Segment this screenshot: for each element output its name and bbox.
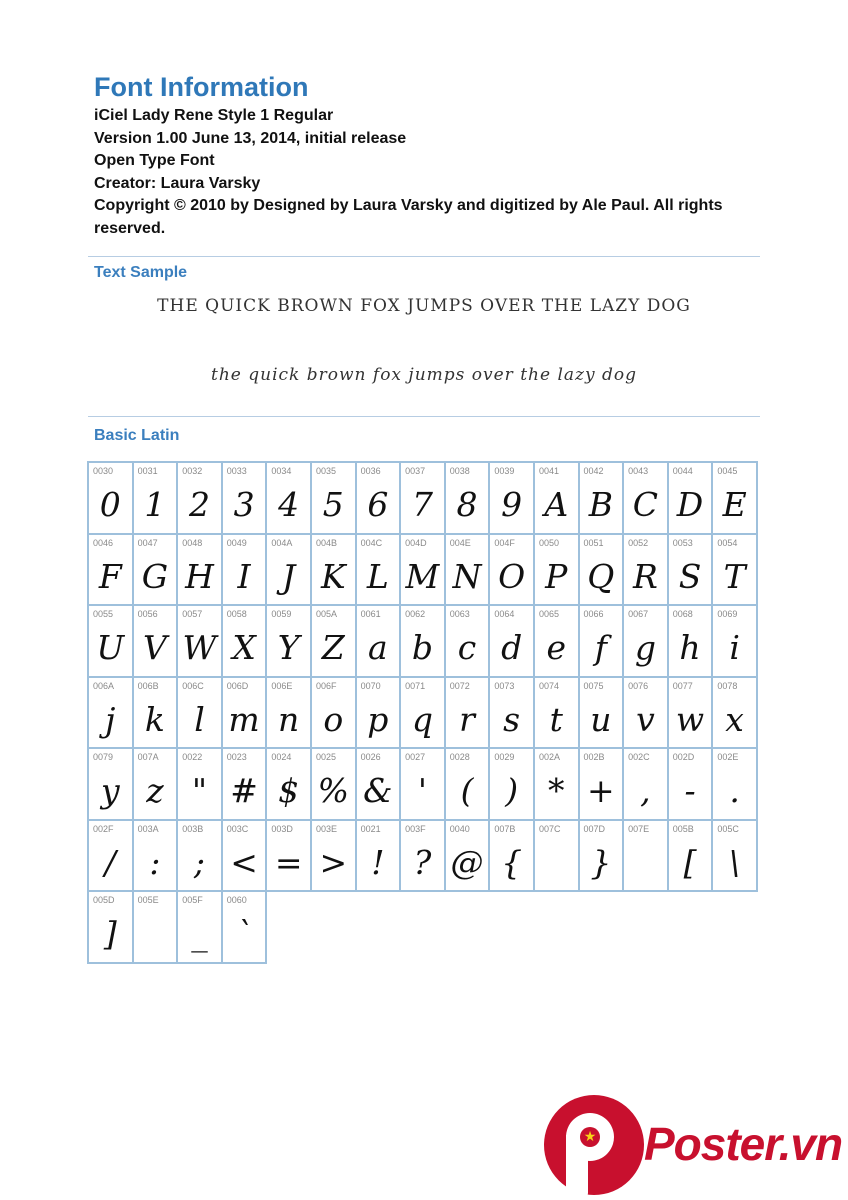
- glyph-code: 0048: [182, 537, 203, 548]
- glyph-char: (: [460, 771, 474, 811]
- glyph-char: D: [676, 485, 704, 525]
- glyph-code: 0043: [628, 466, 649, 476]
- glyph-cell: [356, 462, 401, 534]
- glyph-cell: [133, 605, 178, 677]
- glyph-char: o: [323, 699, 344, 739]
- glyph-code: 003F: [405, 823, 426, 834]
- glyph-code: 0075: [583, 680, 604, 691]
- glyph-code: 0028: [449, 752, 470, 762]
- glyph-char: {: [501, 842, 523, 882]
- glyph-cell: [445, 462, 490, 534]
- glyph-char: G: [141, 556, 169, 596]
- glyph-char: p: [367, 699, 389, 739]
- font-name: iCiel Lady Rene Style 1 Regular: [94, 107, 334, 124]
- font-info: [94, 105, 784, 240]
- glyph-cell: [266, 462, 311, 534]
- glyph-cell: [712, 748, 757, 820]
- glyph-char: Z: [321, 628, 345, 668]
- glyph-cell: [623, 534, 668, 606]
- glyph-cell: [712, 462, 757, 534]
- glyph-char: 9: [501, 485, 523, 525]
- glyph-code: 004B: [315, 537, 337, 548]
- glyph-code: 007A: [137, 752, 159, 762]
- glyph-char: S: [678, 556, 702, 596]
- glyph-char: z: [146, 771, 164, 811]
- glyph-cell: [623, 820, 668, 892]
- glyph-char: R: [632, 556, 658, 596]
- poster-logo: [544, 1095, 844, 1200]
- glyph-char: q: [411, 699, 434, 739]
- glyph-cell: [266, 820, 311, 892]
- glyph-code: 0039: [494, 466, 515, 476]
- divider: [88, 256, 760, 257]
- glyph-code: 0051: [583, 537, 604, 548]
- glyph-char: O: [498, 556, 526, 596]
- font-copyright: Copyright © 2010 by Designed by Laura Varsky and digitized by Ale Paul. All rights reserved.: [94, 197, 723, 237]
- glyph-cell: [266, 748, 311, 820]
- glyph-code: 006E: [271, 680, 293, 691]
- glyph-code: 003B: [182, 823, 204, 834]
- glyph-char: .: [729, 771, 740, 811]
- glyph-char: \: [729, 842, 741, 882]
- glyph-cell: [133, 462, 178, 534]
- glyph-char: s: [503, 699, 521, 739]
- glyph-cell: [88, 605, 133, 677]
- glyph-cell: [88, 677, 133, 749]
- glyph-cell: [489, 677, 534, 749]
- glyph-char: h: [679, 628, 701, 668]
- glyph-cell: [356, 677, 401, 749]
- basic-latin-heading: Basic Latin: [94, 427, 180, 444]
- glyph-char: ,: [640, 771, 651, 811]
- glyph-char: W: [182, 628, 217, 668]
- page-title: Font Information: [94, 72, 309, 102]
- glyph-char: m: [228, 699, 260, 739]
- glyph-char: [535, 841, 578, 885]
- glyph-cell: [623, 462, 668, 534]
- glyph-char: K: [320, 556, 346, 596]
- text-sample-uppercase: THE QUICK BROWN FOX JUMPS OVER THE LAZY DOG: [157, 296, 691, 316]
- glyph-char: i: [729, 628, 740, 668]
- glyph-code: 002F: [93, 823, 114, 834]
- glyph-cell: [266, 677, 311, 749]
- glyph-code: 0033: [226, 466, 247, 476]
- glyph-code: 004F: [494, 537, 515, 548]
- glyph-cell: [534, 820, 579, 892]
- glyph-cell: [88, 462, 133, 534]
- glyph-cell: [400, 677, 445, 749]
- glyph-cell: [177, 677, 222, 749]
- glyph-code: 0054: [717, 537, 738, 548]
- glyph-char: 1: [144, 485, 166, 525]
- glyph-code: 0057: [182, 609, 203, 619]
- glyph-code: 0035: [315, 466, 336, 476]
- glyph-code: 002E: [717, 752, 739, 762]
- glyph-cell: [445, 677, 490, 749]
- glyph-cell: [534, 677, 579, 749]
- glyph-code: 0029: [494, 752, 515, 762]
- glyph-char: +: [587, 771, 615, 811]
- glyph-cell: [311, 605, 356, 677]
- glyph-char: <: [230, 842, 258, 882]
- glyph-code: 006B: [137, 680, 159, 691]
- glyph-char: ;: [193, 842, 206, 882]
- glyph-code: 0073: [494, 680, 515, 691]
- glyph-code: 0065: [538, 609, 559, 619]
- glyph-cell: [712, 534, 757, 606]
- glyph-char: 0: [99, 485, 121, 525]
- glyph-cell: [712, 605, 757, 677]
- glyph-char: B: [588, 485, 613, 525]
- glyph-cell: [133, 534, 178, 606]
- glyph-cell: [489, 748, 534, 820]
- font-version: Version 1.00 June 13, 2014, initial release: [94, 129, 407, 147]
- glyph-code: 0045: [717, 466, 738, 476]
- glyph-char: 6: [367, 485, 389, 525]
- glyph-char: >: [319, 842, 348, 882]
- glyph-code: 0034: [271, 466, 292, 476]
- glyph-cell: [133, 677, 178, 749]
- glyph-cell: [177, 891, 222, 963]
- glyph-cell: [668, 605, 713, 677]
- glyph-cell: [400, 748, 445, 820]
- glyph-char: *: [547, 771, 565, 811]
- glyph-char: b: [411, 628, 434, 668]
- glyph-cell: [534, 605, 579, 677]
- glyph-code: 0046: [93, 537, 114, 548]
- glyph-char: y: [100, 771, 120, 811]
- glyph-char: ): [505, 771, 519, 811]
- glyph-code: 0061: [360, 609, 381, 619]
- glyph-cell: [311, 820, 356, 892]
- glyph-cell: [177, 820, 222, 892]
- glyph-cell: [88, 891, 133, 963]
- glyph-char: d: [501, 628, 523, 668]
- glyph-code: 0036: [360, 466, 381, 476]
- glyph-code: 0052: [628, 537, 649, 548]
- glyph-code: 0068: [672, 609, 693, 619]
- glyph-cell: [222, 891, 267, 963]
- glyph-cell: [623, 677, 668, 749]
- glyph-char: =: [274, 842, 303, 882]
- glyph-code: 0031: [137, 466, 158, 476]
- glyph-char: w: [675, 699, 705, 739]
- glyph-code: 003A: [137, 823, 159, 834]
- glyph-cell: [222, 605, 267, 677]
- glyph-code: 0038: [449, 466, 470, 476]
- glyph-cell: [133, 891, 178, 963]
- glyph-char: %: [317, 771, 349, 811]
- glyph-grid: [88, 462, 757, 963]
- glyph-cell: [668, 462, 713, 534]
- glyph-code: 0047: [137, 537, 158, 548]
- glyph-cell: [445, 534, 490, 606]
- glyph-char: $: [278, 771, 300, 811]
- glyph-char: ': [417, 771, 427, 811]
- glyph-char: g: [634, 628, 656, 668]
- glyph-cell: [222, 534, 267, 606]
- divider: [88, 416, 760, 417]
- glyph-char: }: [590, 842, 612, 882]
- glyph-char: 4: [278, 485, 300, 525]
- glyph-cell: [133, 748, 178, 820]
- glyph-char: M: [405, 556, 440, 596]
- glyph-char: H: [185, 556, 214, 596]
- glyph-code: 004E: [449, 537, 471, 548]
- glyph-code: 0063: [449, 609, 470, 619]
- glyph-char: 8: [456, 485, 478, 525]
- glyph-code: 004C: [360, 537, 383, 548]
- glyph-cell: [266, 605, 311, 677]
- glyph-char: l: [194, 699, 205, 739]
- glyph-code: 0025: [315, 752, 336, 762]
- glyph-char: Y: [277, 628, 300, 668]
- glyph-cell: [579, 820, 624, 892]
- glyph-cell: [177, 462, 222, 534]
- glyph-cell: [489, 462, 534, 534]
- glyph-code: 002D: [672, 752, 695, 762]
- glyph-code: 0055: [93, 609, 114, 619]
- glyph-cell: [356, 748, 401, 820]
- glyph-code: 0023: [226, 752, 247, 762]
- glyph-char: e: [546, 628, 566, 668]
- glyph-cell: [177, 534, 222, 606]
- glyph-code: 003E: [315, 823, 337, 834]
- glyph-char: k: [144, 699, 165, 739]
- glyph-code: 006A: [93, 680, 115, 691]
- glyph-code: 0059: [271, 609, 292, 619]
- glyph-code: 0070: [360, 680, 381, 691]
- glyph-cell: [534, 462, 579, 534]
- font-creator: Creator: Laura Varsky: [94, 174, 261, 192]
- glyph-char: /: [104, 842, 116, 882]
- glyph-cell: [712, 677, 757, 749]
- glyph-code: 005A: [315, 609, 337, 619]
- glyph-code: 003D: [271, 823, 293, 834]
- glyph-cell: [311, 748, 356, 820]
- glyph-cell: [400, 820, 445, 892]
- glyph-cell: [88, 748, 133, 820]
- glyph-code: 0074: [538, 680, 559, 691]
- glyph-code: 006D: [226, 680, 249, 691]
- glyph-char: ?: [413, 842, 432, 882]
- glyph-char: r: [459, 699, 475, 739]
- text-sample-heading: Text Sample: [94, 264, 188, 281]
- glyph-char: @: [450, 842, 484, 882]
- glyph-cell: [400, 534, 445, 606]
- glyph-char: !: [371, 842, 385, 882]
- glyph-char: [134, 912, 177, 956]
- glyph-cell: [668, 748, 713, 820]
- glyph-code: 0037: [405, 466, 426, 476]
- glyph-cell: [356, 534, 401, 606]
- glyph-char: E: [722, 485, 747, 525]
- glyph-code: 002B: [583, 752, 605, 762]
- glyph-char: J: [282, 556, 296, 596]
- glyph-char: _: [191, 914, 208, 954]
- glyph-cell: [400, 605, 445, 677]
- glyph-cell: [88, 820, 133, 892]
- glyph-code: 0076: [628, 680, 649, 691]
- glyph-char: n: [278, 699, 300, 739]
- glyph-cell: [177, 605, 222, 677]
- glyph-cell: [668, 677, 713, 749]
- glyph-cell: [133, 820, 178, 892]
- glyph-cell: [445, 605, 490, 677]
- glyph-code: 0026: [360, 752, 381, 762]
- glyph-char: a: [368, 628, 388, 668]
- glyph-cell: [177, 748, 222, 820]
- glyph-code: 007D: [583, 823, 606, 834]
- glyph-code: 0066: [583, 609, 604, 619]
- glyph-cell: [445, 820, 490, 892]
- glyph-code: 004D: [405, 537, 427, 548]
- glyph-code: 007B: [494, 823, 516, 834]
- glyph-code: 0071: [405, 680, 426, 691]
- glyph-cell: [579, 748, 624, 820]
- glyph-cell: [400, 462, 445, 534]
- glyph-code: 0077: [672, 680, 693, 691]
- glyph-char: `: [235, 914, 253, 954]
- glyph-code: 006F: [315, 680, 337, 691]
- glyph-cell: [489, 820, 534, 892]
- glyph-char: ": [191, 771, 208, 811]
- glyph-char: T: [723, 556, 746, 596]
- glyph-code: 0069: [717, 609, 738, 619]
- glyph-code: 0067: [628, 609, 649, 619]
- glyph-char: I: [237, 556, 251, 596]
- glyph-char: 7: [411, 485, 433, 525]
- glyph-code: 0021: [360, 823, 381, 834]
- glyph-cell: [579, 534, 624, 606]
- glyph-char: x: [725, 699, 744, 739]
- glyph-char: -: [684, 771, 696, 811]
- glyph-cell: [579, 677, 624, 749]
- glyph-char: t: [549, 699, 563, 739]
- glyph-char: V: [142, 628, 167, 668]
- glyph-code: 0032: [182, 466, 203, 476]
- glyph-code: 0053: [672, 537, 693, 548]
- logo-text: Poster.vn: [644, 1118, 843, 1170]
- glyph-code: 0040: [449, 823, 470, 834]
- text-sample-lowercase: the quick brown fox jumps over the lazy dog: [211, 365, 637, 385]
- glyph-cell: [222, 462, 267, 534]
- glyph-code: 0060: [226, 895, 247, 905]
- glyph-char: v: [636, 699, 655, 739]
- glyph-code: 002A: [538, 752, 560, 762]
- glyph-char: ]: [103, 914, 117, 954]
- glyph-cell: [534, 534, 579, 606]
- glyph-cell: [222, 677, 267, 749]
- glyph-char: f: [594, 628, 607, 668]
- glyph-char: Q: [587, 556, 615, 596]
- glyph-code: 007C: [538, 823, 561, 834]
- glyph-cell: [311, 534, 356, 606]
- glyph-char: N: [452, 556, 482, 596]
- glyph-cell: [356, 605, 401, 677]
- glyph-char: j: [105, 699, 116, 739]
- glyph-code: 004A: [271, 537, 293, 548]
- glyph-cell: [222, 748, 267, 820]
- glyph-code: 005B: [672, 823, 694, 834]
- glyph-code: 002C: [628, 752, 650, 762]
- glyph-char: u: [590, 699, 612, 739]
- glyph-code: 0024: [271, 752, 292, 762]
- glyph-cell: [266, 534, 311, 606]
- glyph-code: 003C: [226, 823, 249, 834]
- glyph-char: :: [149, 842, 161, 882]
- glyph-char: C: [632, 485, 659, 525]
- glyph-code: 0049: [226, 537, 247, 548]
- glyph-cell: [623, 605, 668, 677]
- glyph-cell: [623, 748, 668, 820]
- glyph-code: 0056: [137, 609, 158, 619]
- glyph-code: 0050: [538, 537, 559, 548]
- glyph-char: c: [457, 628, 477, 668]
- glyph-char: [624, 841, 667, 885]
- glyph-char: &: [363, 771, 393, 811]
- glyph-char: #: [230, 771, 258, 811]
- glyph-code: 0042: [583, 466, 604, 476]
- glyph-cell: [534, 748, 579, 820]
- glyph-code: 0058: [226, 609, 247, 619]
- glyph-cell: [311, 462, 356, 534]
- glyph-cell: [489, 534, 534, 606]
- glyph-code: 0078: [717, 680, 738, 691]
- glyph-code: 0044: [672, 466, 693, 476]
- glyph-code: 0027: [405, 752, 426, 762]
- glyph-code: 005F: [182, 895, 203, 905]
- glyph-cell: [88, 534, 133, 606]
- glyph-char: P: [545, 556, 568, 596]
- glyph-cell: [579, 462, 624, 534]
- glyph-char: A: [544, 485, 569, 525]
- glyph-char: 5: [322, 485, 344, 525]
- glyph-cell: [712, 820, 757, 892]
- glyph-code: 0030: [93, 466, 114, 476]
- glyph-code: 0062: [405, 609, 426, 619]
- glyph-cell: [668, 820, 713, 892]
- glyph-cell: [489, 605, 534, 677]
- glyph-cell: [668, 534, 713, 606]
- glyph-char: 2: [188, 485, 210, 525]
- glyph-cell: [311, 677, 356, 749]
- glyph-char: U: [96, 628, 125, 668]
- glyph-cell: [579, 605, 624, 677]
- glyph-code: 0079: [93, 752, 114, 762]
- font-type: Open Type Font: [94, 152, 215, 169]
- glyph-char: 3: [233, 485, 255, 525]
- glyph-code: 005D: [93, 895, 115, 905]
- glyph-char: X: [232, 628, 256, 668]
- glyph-code: 006C: [182, 680, 204, 691]
- glyph-code: 005E: [137, 895, 159, 905]
- glyph-code: 0072: [449, 680, 470, 691]
- glyph-cell: [222, 820, 267, 892]
- star-icon: ★: [583, 1128, 597, 1144]
- glyph-cell: [356, 820, 401, 892]
- glyph-code: 0041: [538, 466, 559, 476]
- glyph-code: 0022: [182, 752, 203, 762]
- glyph-code: 007E: [628, 823, 650, 834]
- glyph-code: 005C: [717, 823, 739, 834]
- glyph-code: 0064: [494, 609, 515, 619]
- glyph-cell: [445, 748, 490, 820]
- glyph-char: [: [683, 842, 697, 882]
- glyph-char: L: [366, 556, 389, 596]
- glyph-char: F: [98, 556, 122, 596]
